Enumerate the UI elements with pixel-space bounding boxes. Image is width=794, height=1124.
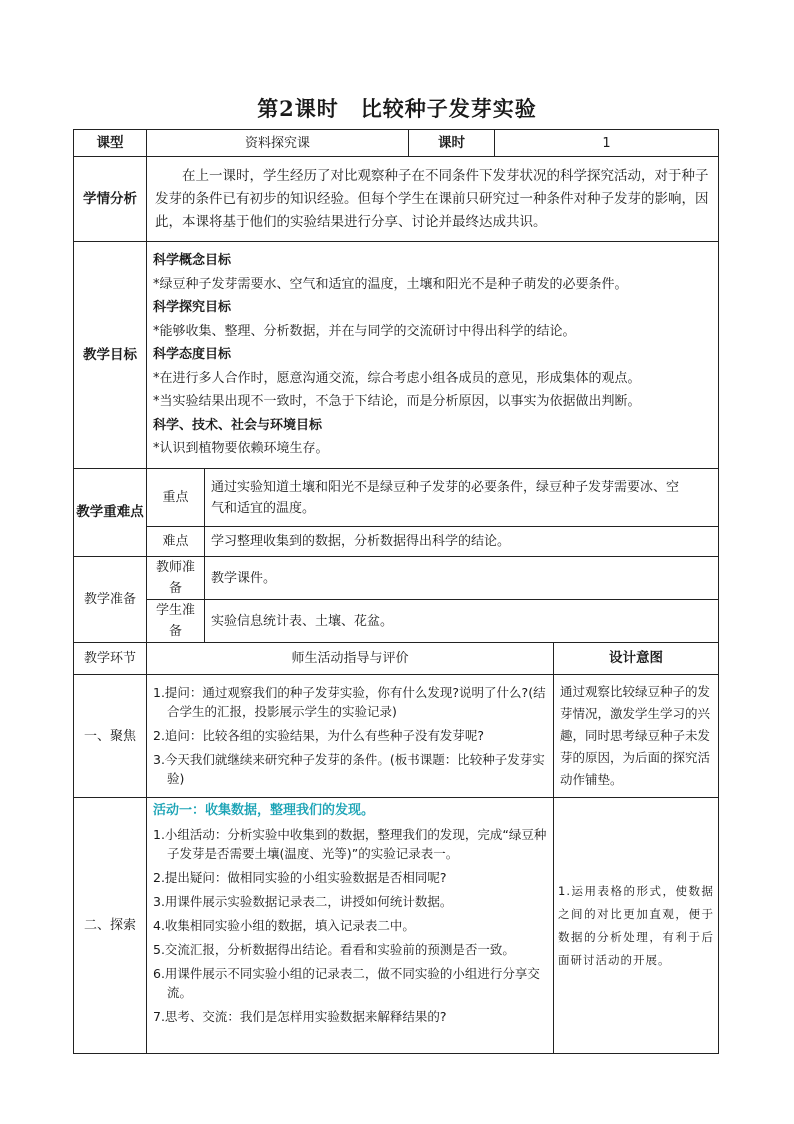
attitude-goal-item: *当实验结果出现不一致时，不急于下结论，而是分析原因，以事实为依据做出判断。 bbox=[153, 394, 641, 410]
inquiry-goal-heading: 科学探究目标 bbox=[153, 300, 232, 316]
explore-stage-label: 二、探索 bbox=[74, 798, 147, 1054]
list-item: 3.用课件展示实验数据记录表二，讲授如何统计数据。 bbox=[153, 894, 453, 909]
analysis-label: 学情分析 bbox=[74, 157, 147, 242]
type-value: 资料探究课 bbox=[147, 130, 409, 157]
inquiry-goal-item: *能够收集、整理、分析数据，并在与同学的交流研讨中得出科学的结论。 bbox=[153, 323, 576, 339]
list-item: 2.追问：比较各组的实验结果，为什么有些种子没有发芽呢? bbox=[153, 728, 485, 743]
difficulty-text: 学习整理收集到的数据，分析数据得出科学的结论。 bbox=[205, 527, 719, 557]
lesson-plan-table bbox=[73, 129, 719, 1054]
focus-text: 通过实验知道土壤和阳光不是绿豆种子发芽的必要条件，绿豆种子发芽需要冰、空气和适宜的温度。 bbox=[205, 469, 719, 527]
concept-goal-heading: 科学概念目标 bbox=[153, 253, 232, 269]
focus-stage-steps bbox=[147, 675, 554, 798]
explore-stage-row bbox=[74, 798, 719, 1054]
prep-student-row bbox=[74, 600, 719, 643]
explore-stage-steps bbox=[147, 798, 554, 1054]
header-row bbox=[74, 130, 719, 157]
focus-stage-intent: 通过观察比较绿豆种子的发芽情况，激发学生学习的兴趣，同时思考绿豆种子未发芽的原因，为后面的探究活动作铺垫。 bbox=[554, 675, 719, 798]
key-label: 教学重难点 bbox=[74, 469, 147, 557]
concept-goal-item: *绿豆种子发芽需要水、空气和适宜的温度，土壤和阳光不是种子萌发的必要条件。 bbox=[153, 276, 628, 292]
student-prep-label: 学生准备 bbox=[147, 600, 205, 643]
list-item: 4.收集相同实验小组的数据，填入记录表二中。 bbox=[153, 918, 415, 933]
focus-label: 重点 bbox=[147, 469, 205, 527]
page-title: 第2课时 比较种子发芽实验 bbox=[257, 96, 537, 121]
list-item: 6.用课件展示不同实验小组的记录表二，做不同实验的小组进行分享交流。 bbox=[153, 966, 540, 1000]
analysis-text: 在上一课时，学生经历了对比观察种子在不同条件下发芽状况的科学探究活动，对于种子发芽的条件已有初步的知识经验。但每个学生在课前只研究过一种条件对种子发芽的影响，因此，本课将基于他们的实验结果进行分享、讨论并最终达成共识。 bbox=[147, 157, 719, 242]
prep-teacher-row bbox=[74, 557, 719, 600]
intent-header: 设计意图 bbox=[554, 643, 719, 675]
focus-stage-row bbox=[74, 675, 719, 798]
activity-header: 师生活动指导与评价 bbox=[147, 643, 554, 675]
process-header-row bbox=[74, 643, 719, 675]
list-item: 3.今天我们就继续来研究种子发芽的条件。(板书课题：比较种子发芽实验) bbox=[153, 752, 545, 786]
goals-content bbox=[147, 242, 719, 469]
attitude-goal-heading: 科学态度目标 bbox=[153, 347, 232, 363]
explore-stage-intent: 1.运用表格的形式，使数据之间的对比更加直观，便于数据的分析处理，有利于后面研讨活动的开展。 bbox=[554, 798, 719, 1054]
sts-goal-heading: 科学、技术、社会与环境目标 bbox=[153, 417, 323, 433]
key-focus-row bbox=[74, 469, 719, 527]
hours-label: 课时 bbox=[409, 130, 495, 157]
list-item: 7.思考、交流：我们是怎样用实验数据来解释结果的? bbox=[153, 1009, 447, 1024]
sts-goal-item: *认识到植物要依赖环境生存。 bbox=[153, 441, 329, 457]
type-label: 课型 bbox=[74, 130, 147, 157]
list-item: 1.小组活动：分析实验中收集到的数据，整理我们的发现，完成“绿豆种子发芽是否需要土壤(温度、光等)”的实验记录表一。 bbox=[153, 827, 547, 861]
difficulty-label: 难点 bbox=[147, 527, 205, 557]
teacher-prep-text: 教学课件。 bbox=[205, 557, 719, 600]
stage-header: 教学环节 bbox=[74, 643, 147, 675]
focus-stage-label: 一、聚焦 bbox=[74, 675, 147, 798]
student-prep-text: 实验信息统计表、土壤、花盆。 bbox=[205, 600, 719, 643]
list-item: 5.交流汇报，分析数据得出结论。看看和实验前的预测是否一致。 bbox=[153, 942, 515, 957]
prep-label: 教学准备 bbox=[74, 557, 147, 643]
list-item: 1.提问：通过观察我们的种子发芽实验，你有什么发现?说明了什么?(结合学生的汇报，投影展示学生的实验记录) bbox=[153, 685, 546, 719]
list-item: 2.提出疑问：做相同实验的小组实验数据是否相同呢? bbox=[153, 870, 447, 885]
teacher-prep-label: 教师准备 bbox=[147, 557, 205, 600]
activity-title: 活动一：收集数据，整理我们的发现。 bbox=[153, 803, 375, 818]
goals-row bbox=[74, 242, 719, 469]
analysis-row bbox=[74, 157, 719, 242]
key-difficulty-row bbox=[74, 527, 719, 557]
attitude-goal-item: *在进行多人合作时，愿意沟通交流，综合考虑小组各成员的意见，形成集体的观点。 bbox=[153, 370, 641, 386]
goals-label: 教学目标 bbox=[74, 242, 147, 469]
hours-value: 1 bbox=[495, 130, 719, 157]
